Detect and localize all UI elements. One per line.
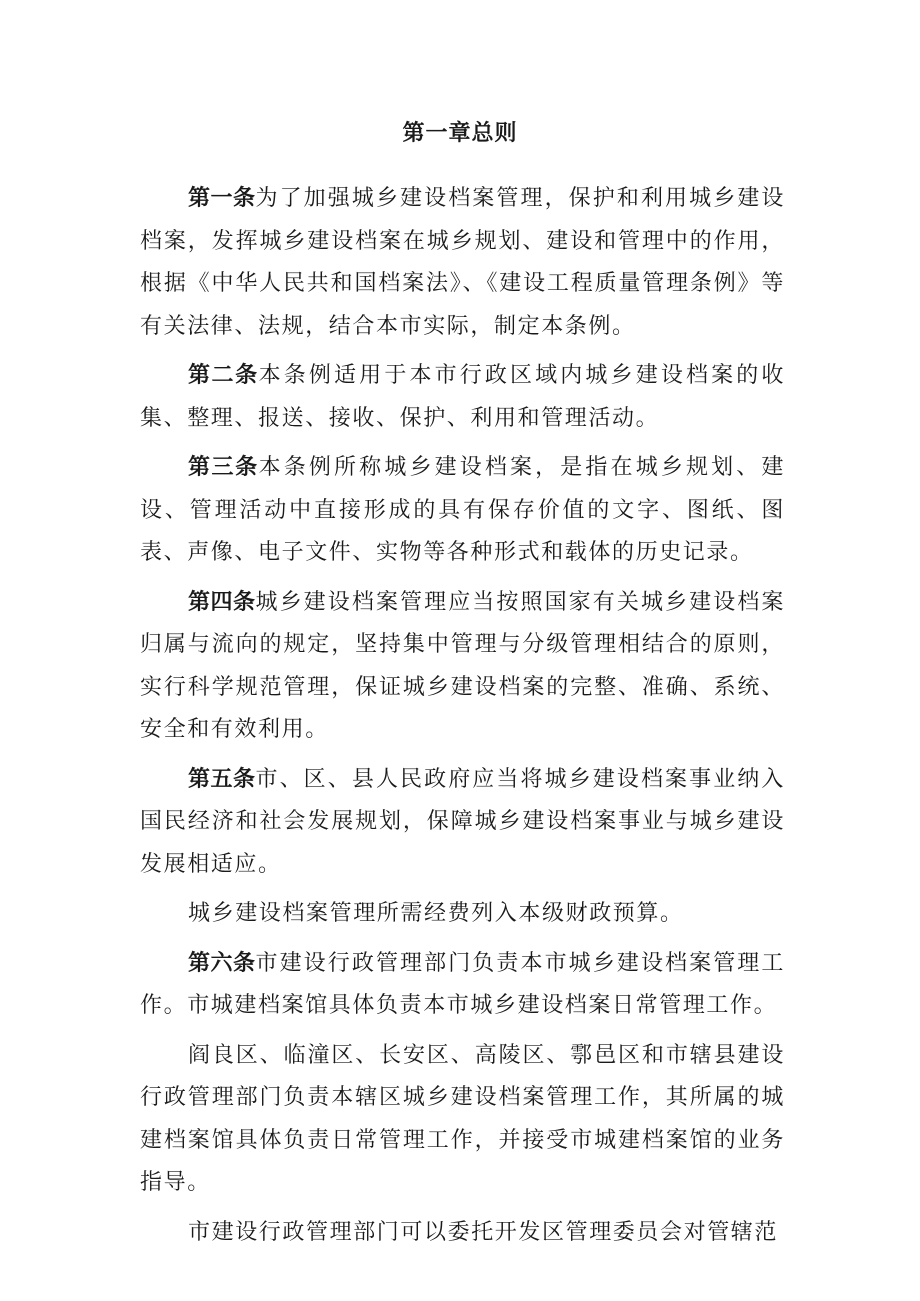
article-number: 第三条 [188, 455, 259, 480]
article-2-paragraph [140, 355, 785, 440]
paragraph-text: 市建设行政管理部门可以委托开发区管理委员会对管辖范 [188, 1219, 779, 1245]
paragraph-text: 城乡建设档案管理所需经费列入本级财政预算。 [188, 901, 684, 926]
article-5-subparagraph [140, 893, 785, 936]
article-number: 第五条 [188, 766, 256, 792]
chapter-title: 第一章总则 [402, 121, 518, 146]
article-5-paragraph [140, 759, 785, 887]
article-text: 市建设行政管理部门负责本市城乡建设档案管理工作。市城建档案馆具体负责本市城乡建设档案日常管理工作。 [140, 950, 785, 1018]
article-text: 本条例适用于本市行政区域内城乡建设档案的收集、整理、报送、接收、保护、利用和管理活动。 [140, 363, 785, 431]
document-body [140, 178, 785, 1261]
article-text: 本条例所称城乡建设档案，是指在城乡规划、建设、管理活动中直接形成的具有保存价值的文字、图纸、图表、声像、电子文件、实物等各种形式和载体的历史记录。 [140, 455, 785, 565]
article-1-paragraph [140, 178, 785, 348]
article-6-subparagraph [140, 1212, 785, 1255]
paragraph-text: 阎良区、临潼区、长安区、高陵区、鄠邑区和市辖县建设行政管理部门负责本辖区城乡建设档案管理工作，其所属的城建档案馆具体负责日常管理工作，并接受市城建档案馆的业务指导。 [140, 1042, 785, 1195]
article-number: 第四条 [188, 589, 256, 615]
article-number: 第六条 [188, 950, 256, 976]
article-number: 第一条 [188, 186, 256, 211]
article-3-paragraph [140, 447, 785, 575]
article-text: 城乡建设档案管理应当按照国家有关城乡建设档案归属与流向的规定，坚持集中管理与分级管理相结合的原则，实行科学规范管理，保证城乡建设档案的完整、准确、系统、安全和有效利用。 [140, 589, 785, 742]
article-text: 市、区、县人民政府应当将城乡建设档案事业纳入国民经济和社会发展规划，保障城乡建设档案事业与城乡建设发展相适应。 [140, 766, 785, 877]
article-number: 第二条 [188, 363, 259, 388]
article-6-paragraph [140, 943, 785, 1028]
article-6-subparagraph [140, 1035, 785, 1205]
article-4-paragraph [140, 582, 785, 752]
article-text: 为了加强城乡建设档案管理，保护和利用城乡建设档案，发挥城乡建设档案在城乡规划、建设和管理中的作用，根据《中华人民共和国档案法》、《建设工程质量管理条例》等有关法律、法规，结合本市实际，制定本条例。 [140, 186, 785, 339]
